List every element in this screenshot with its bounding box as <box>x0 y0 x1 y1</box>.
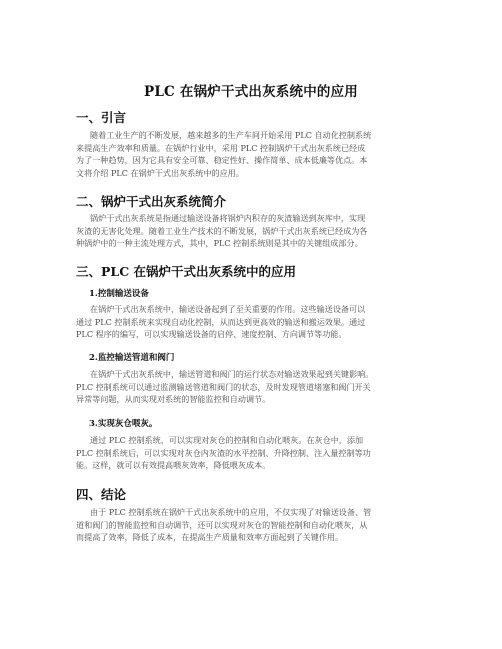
paragraph-line: 来提高生产效率和质量。在锅炉行业中，采用 PLC 控制锅炉干式出灰系统已经成 <box>76 142 366 153</box>
section-paragraph-conclusion <box>76 506 436 544</box>
document-title: PLC 在锅炉干式出灰系统中的应用 <box>144 84 358 100</box>
subsection-paragraph-conveyor-control <box>76 303 436 341</box>
paragraph-line: PLC 控制系统可以通过监测输送管道和阀门的状态，及时发现管道堵塞和阀门开关 <box>76 381 371 392</box>
paragraph-line: 而提高了效率，降低了成本，在提高生产质量和效率方面起到了关键作用。 <box>76 532 344 543</box>
section-paragraph-introduction <box>76 129 436 179</box>
subsection-heading-pipe-valve-monitoring: 2.监控输送管道和阀门 <box>89 353 175 363</box>
paragraph-line: 由于 PLC 控制系统在锅炉干式出灰系统中的应用，不仅实现了对输送设备、管 <box>90 507 372 517</box>
paragraph-line: 灰渣的无害化处理。随着工业生产技术的不断发展，锅炉干式出灰系统已经成为各 <box>76 225 368 236</box>
section-heading-introduction: 一、引言 <box>76 110 127 125</box>
section-paragraph-system-overview <box>76 212 436 250</box>
subsection-heading-ash-silo-feeding: 3.实现灰仓喂灰。 <box>89 419 158 429</box>
paragraph-line: 文将介绍 PLC 在锅炉干式出灰系统中的应用。 <box>76 167 244 178</box>
paragraph-line: 为了一种趋势，因为它具有安全可靠、稳定性好、操作简单、成本低廉等优点。本 <box>76 155 368 166</box>
section-heading-system-overview: 二、锅炉干式出灰系统简介 <box>76 194 227 209</box>
paragraph-line: 通过 PLC 控制系统，可以实现对灰仓的控制和自动化喂灰。在灰仓中，添加 <box>90 435 364 445</box>
paragraph-line: 通过 PLC 控制系统来实现自动化控制，从而达到更高效的输送和搬运效果。通过 <box>76 316 366 327</box>
paragraph-line: 能。这样，就可以有效提高喂灰效率，降低喂灰成本。 <box>76 460 271 471</box>
paragraph-line: 道和阀门的智能监控和自动调节，还可以实现对灰仓的智能控制和自动化喂灰，从 <box>76 519 368 530</box>
paragraph-line: 随着工业生产的不断发展，越来越多的生产车间开始采用 PLC 自动化控制系统 <box>90 130 372 140</box>
paragraph-line: 在锅炉干式出灰系统中，输送设备起到了至关重要的作用。这些输送设备可以 <box>90 304 366 314</box>
paragraph-line: 种锅炉中的一种主流处理方式，其中，PLC 控制系统则是其中的关键组成部分。 <box>76 238 363 249</box>
paragraph-line: 异常等问题，从而实现对系统的智能监控和自动调节。 <box>76 394 271 405</box>
paragraph-line: 在锅炉干式出灰系统中，输送管道和阀门的运行状态对输送效果起到关键影响。 <box>90 369 374 379</box>
subsection-heading-conveyor-control: 1.控制输送设备 <box>89 289 149 299</box>
paragraph-line: PLC 程序的编写，可以实现输送设备的启停、速度控制、方向调节等功能。 <box>76 329 347 340</box>
paragraph-line: 锅炉干式出灰系统是指通过输送设备将锅炉内积存的灰渣输送到灰库中，实现 <box>90 213 366 223</box>
section-heading-plc-application: 三、PLC 在锅炉干式出灰系统中的应用 <box>76 264 296 279</box>
section-heading-conclusion: 四、结论 <box>76 487 127 502</box>
subsection-paragraph-pipe-valve-monitoring <box>76 368 436 406</box>
subsection-paragraph-ash-silo-feeding <box>76 434 436 472</box>
paragraph-line: PLC 控制系统后，可以实现对灰仓内灰渣的水平控制、升降控制、注入量控制等功 <box>76 447 371 458</box>
